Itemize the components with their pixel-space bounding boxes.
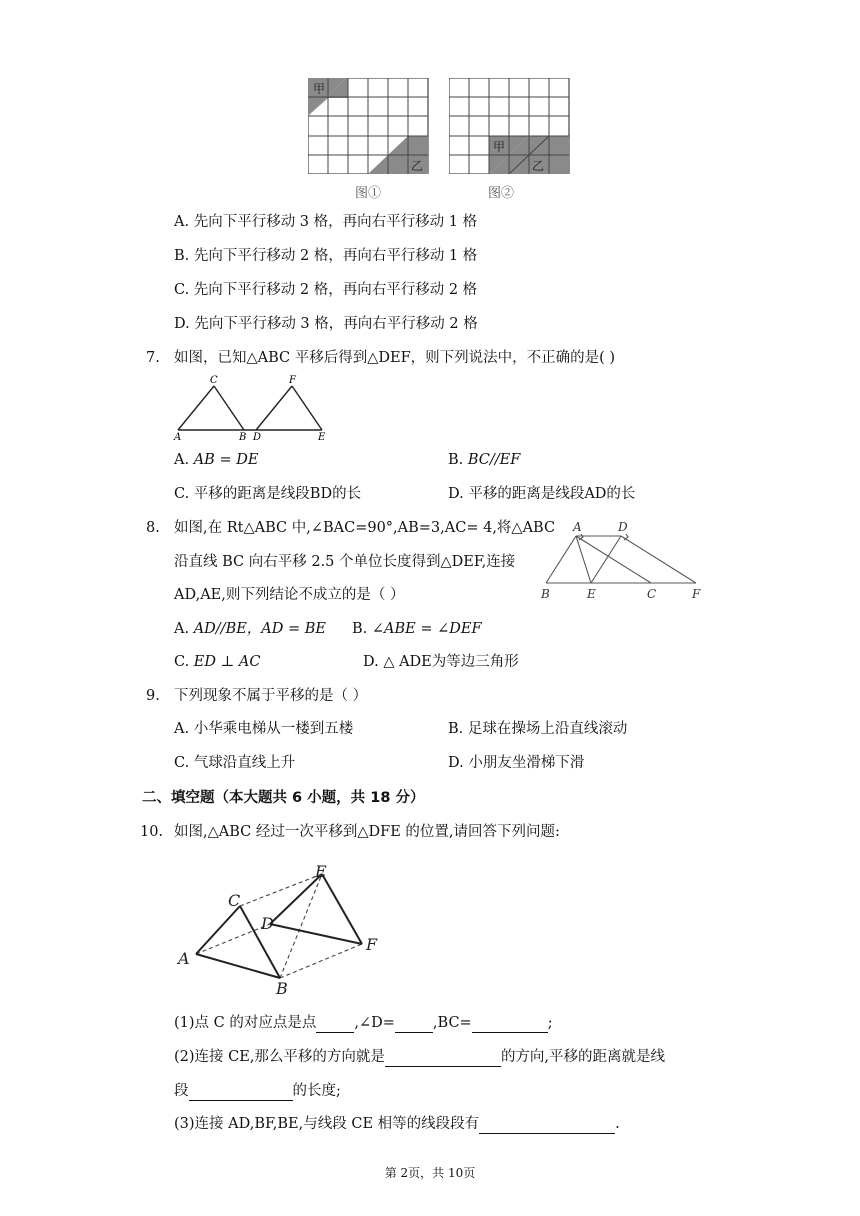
fig2-caption: 图②: [488, 186, 515, 201]
q8-option-c[interactable]: [174, 652, 260, 672]
q8-label-a: A: [573, 520, 582, 534]
option-letter: C.: [174, 755, 190, 771]
q7-label-d: D: [253, 432, 262, 443]
q8-stem-line-3: AD,AE,则下列结论不成立的是（ ）: [174, 587, 405, 603]
q6-option-a[interactable]: [174, 212, 477, 232]
q8-figure: [536, 518, 712, 604]
option-letter: D.: [448, 755, 464, 771]
q10-blank-3[interactable]: [472, 1016, 548, 1033]
q7-label-c: C: [210, 375, 218, 386]
q10-label-e: E: [315, 862, 327, 881]
q8-stem-line-2: 沿直线 BC 向右平移 2.5 个单位长度得到△DEF,连接: [174, 554, 516, 570]
q10-label-b: B: [276, 979, 288, 996]
q10-sub2-text-b: 的方向,平移的距离就是线: [500, 1049, 666, 1065]
option-text: 先向下平行移动 3 格，再向右平行移动 2 格: [194, 316, 478, 332]
q10-blank-6[interactable]: [479, 1117, 615, 1134]
q8-label-e: E: [587, 587, 596, 601]
q7-option-d[interactable]: [448, 484, 635, 504]
q10-blank-1[interactable]: [316, 1016, 354, 1033]
q6-option-c[interactable]: [174, 280, 477, 300]
option-letter: A.: [174, 214, 190, 230]
q10-sub1-text-d: ;: [547, 1015, 553, 1031]
option-text: △ ADE为等边三角形: [383, 654, 519, 670]
q10-sub2-text-c: 段: [174, 1083, 189, 1099]
q10-blank-5[interactable]: [189, 1084, 293, 1101]
q9-option-c[interactable]: [174, 753, 295, 773]
option-letter: A.: [174, 452, 190, 468]
q10-sub2-text-a: (2)连接 CE,那么平移的方向就是: [174, 1049, 385, 1065]
q10-sub2-cont: [174, 1081, 341, 1101]
option-text: BC//EF: [467, 452, 521, 468]
q7-label-f: F: [289, 375, 296, 386]
q8-label-b: B: [541, 587, 550, 601]
q8-label-c: C: [647, 587, 657, 601]
q10-number: 10.: [140, 824, 164, 840]
q10-label-f: F: [366, 935, 378, 954]
q8-label-d: D: [618, 520, 628, 534]
q6-option-b[interactable]: [174, 246, 477, 266]
option-letter: B.: [352, 621, 368, 637]
q10-sub2-text-d: 的长度;: [292, 1083, 341, 1099]
q10-sub2: [174, 1047, 665, 1067]
q10-label-d: D: [261, 914, 274, 933]
q6-grid-figure-2: [449, 78, 571, 174]
option-text: ∠ABE = ∠DEF: [371, 621, 482, 637]
q8-option-a[interactable]: [174, 619, 326, 639]
q7-label-e: E: [318, 432, 326, 443]
option-text: 小华乘电梯从一楼到五楼: [193, 721, 354, 737]
option-letter: C.: [174, 486, 190, 502]
yi-label-2: 乙: [532, 159, 545, 173]
option-letter: C.: [174, 654, 190, 670]
page-footer: 第 2页，共 10页: [384, 1166, 476, 1180]
q10-figure: [172, 856, 392, 996]
option-text: AB = DE: [193, 452, 259, 468]
q10-blank-2[interactable]: [395, 1016, 433, 1033]
yi-label-1: 乙: [411, 159, 424, 173]
fig1-caption: 图①: [355, 186, 382, 201]
q8-label-f: F: [692, 587, 701, 601]
q9-option-b[interactable]: [448, 719, 627, 739]
option-text: 先向下平行移动 3 格，再向右平行移动 1 格: [193, 214, 478, 230]
section-title-fill-in: 二、填空题（本大题共 6 小题，共 18 分）: [142, 790, 425, 806]
option-letter: D.: [363, 654, 379, 670]
q7-option-b[interactable]: [448, 450, 520, 470]
q10-stem: 如图,△ABC 经过一次平移到△DFE 的位置,请回答下列问题:: [174, 824, 560, 840]
option-text: 平移的距离是线段BD的长: [193, 486, 362, 502]
option-letter: D.: [448, 486, 464, 502]
q10-sub1-text-c: ,BC=: [432, 1015, 472, 1031]
q6-option-d[interactable]: [174, 314, 478, 334]
option-text: AD//BE，AD = BE: [193, 621, 327, 637]
option-text: 平移的距离是线段AD的长: [468, 486, 636, 502]
jia-label-1: 甲: [313, 82, 326, 96]
q10-sub3-text-b: .: [615, 1116, 620, 1132]
q10-sub3-text-a: (3)连接 AD,BF,BE,与线段 CE 相等的线段段有: [174, 1116, 480, 1132]
option-letter: B.: [448, 452, 464, 468]
q8-stem-line-1: 如图,在 Rt△ABC 中,∠BAC=90°,AB=3,AC= 4,将△ABC: [174, 520, 556, 536]
q10-sub3: [174, 1114, 620, 1134]
q9-number: 9.: [146, 688, 160, 704]
q8-option-b[interactable]: [352, 619, 482, 639]
q10-sub1-text-b: ,∠D=: [354, 1015, 395, 1031]
q7-label-b: B: [239, 432, 247, 443]
option-letter: D.: [174, 316, 190, 332]
q7-number: 7.: [146, 350, 160, 366]
q9-option-d[interactable]: [448, 753, 584, 773]
q10-sub1-text-a: (1)点 C 的对应点是点: [174, 1015, 317, 1031]
jia-label-2: 甲: [493, 140, 506, 154]
option-text: 气球沿直线上升: [193, 755, 296, 771]
q7-option-a[interactable]: [174, 450, 258, 470]
q8-option-d[interactable]: [363, 652, 519, 672]
option-letter: A.: [174, 621, 190, 637]
option-letter: B.: [174, 248, 190, 264]
q10-blank-4[interactable]: [385, 1050, 501, 1067]
option-letter: A.: [174, 721, 190, 737]
option-letter: C.: [174, 282, 190, 298]
q7-option-c[interactable]: [174, 484, 361, 504]
q10-label-a: A: [178, 949, 190, 968]
q8-number: 8.: [146, 520, 160, 536]
option-text: 先向下平行移动 2 格，再向右平行移动 2 格: [193, 282, 478, 298]
option-letter: B.: [448, 721, 464, 737]
q9-option-a[interactable]: [174, 719, 353, 739]
option-text: 小朋友坐滑梯下滑: [468, 755, 585, 771]
q10-label-c: C: [228, 891, 241, 910]
q9-stem: 下列现象不属于平移的是（ ）: [174, 688, 368, 704]
q6-grid-figure-1: [308, 78, 430, 174]
option-text: 先向下平行移动 2 格，再向右平行移动 1 格: [193, 248, 478, 264]
option-text: ED ⊥ AC: [193, 654, 261, 670]
q7-figure: [172, 372, 342, 444]
q7-stem: 如图，已知△ABC 平移后得到△DEF，则下列说法中，不正确的是( ): [174, 350, 616, 366]
q7-label-a: A: [174, 432, 182, 443]
q10-sub1: [174, 1013, 553, 1033]
option-text: 足球在操场上沿直线滚动: [467, 721, 628, 737]
